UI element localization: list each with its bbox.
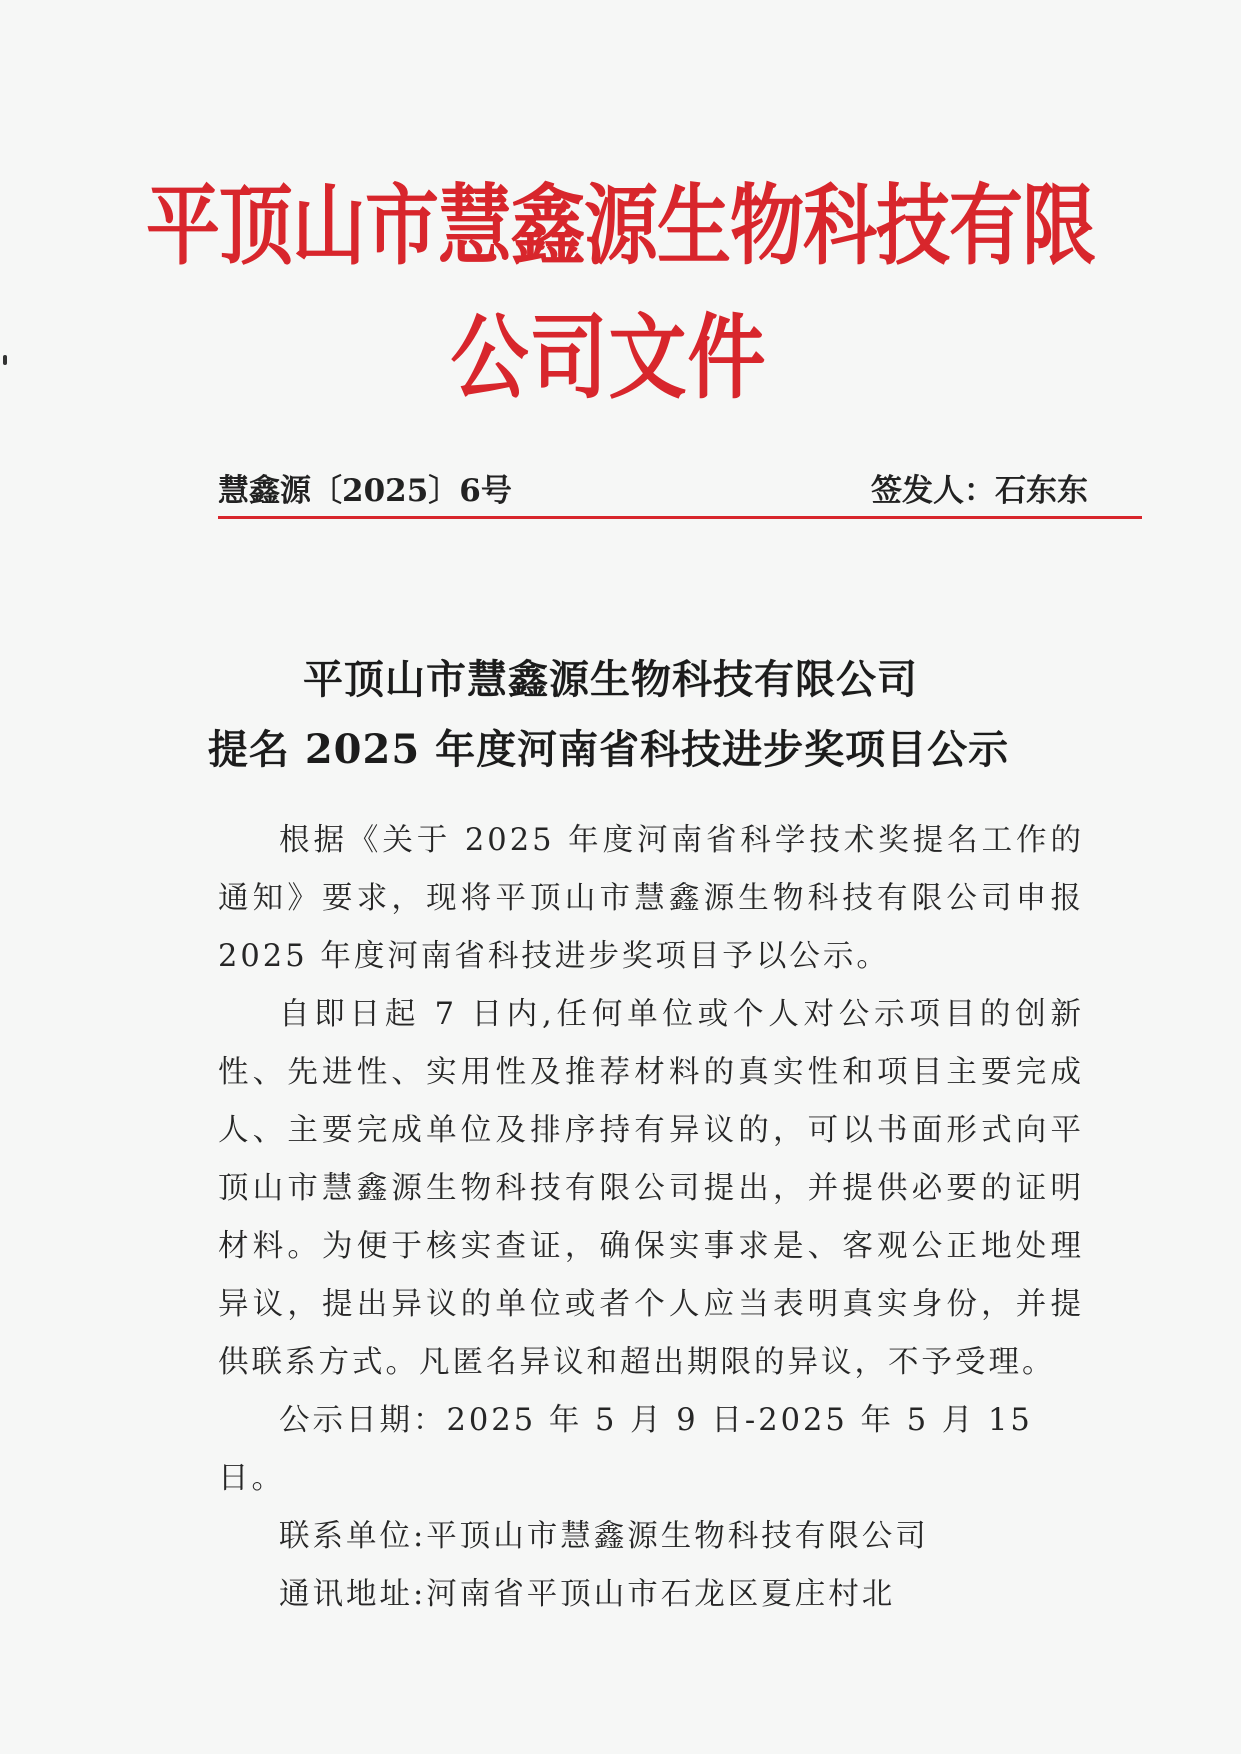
notice-body [218,812,1084,1624]
letterhead-divider [218,516,1142,519]
letterhead-line-1: 平顶山市慧鑫源生物科技有限 [146,175,1095,278]
paragraph-objection: 自即日起 7 日内,任何单位或个人对公示项目的创新性、先进性、实用性及推荐材料的真实性和项目主要完成人、主要完成单位及排序持有异议的，可以书面形式向平顶山市慧鑫源生物科技有限公司提出，并提供必要的证明材料。为便于核实查证，确保实事求是、客观公正地处理异议，提出异议的单位或者个人应当表明真实身份，并提供联系方式。凡匿名异议和超出期限的异议，不予受理。 [218,997,1084,1380]
paragraph-basis: 根据《关于 2025 年度河南省科学技术奖提名工作的通知》要求，现将平顶山市慧鑫源生物科技有限公司申报 2025 年度河南省科技进步奖项目予以公示。 [218,823,1084,974]
signer: 签发人：石东东 [871,473,1088,509]
letterhead-line-2: 公司文件 [450,305,767,413]
contact-unit: 联系单位:平顶山市慧鑫源生物科技有限公司 [279,1519,929,1554]
document-number: 慧鑫源〔2025〕6号 [218,473,512,509]
notice-title-line-1: 平顶山市慧鑫源生物科技有限公司 [303,656,918,703]
notice-title-line-2: 提名 2025 年度河南省科技进步奖项目公示 [207,726,1010,773]
publicity-period: 公示日期：2025 年 5 月 9 日-2025 年 5 月 15 日。 [218,1403,1033,1496]
mailing-address: 通讯地址:河南省平顶山市石龙区夏庄村北 [279,1577,896,1612]
